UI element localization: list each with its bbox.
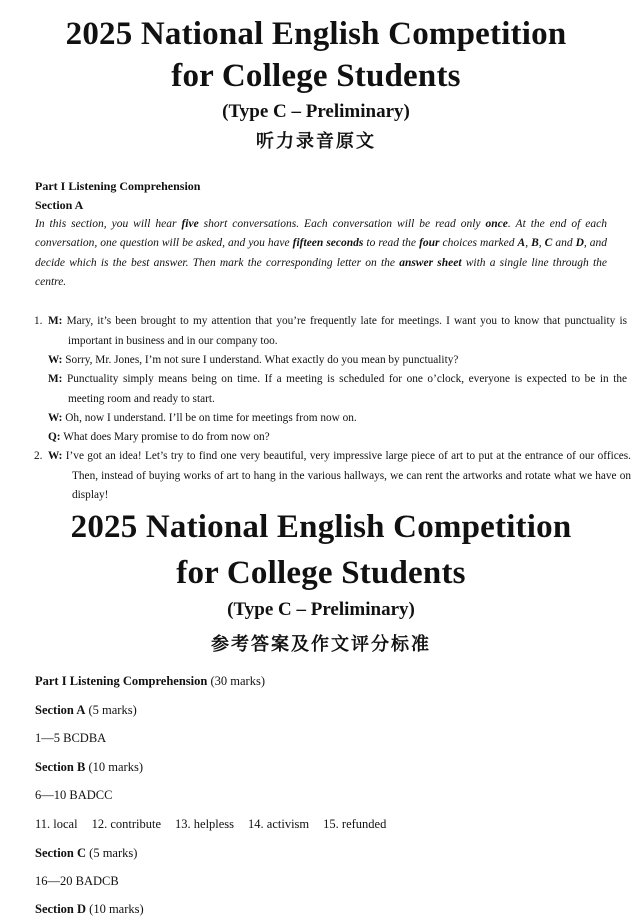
answer-item: 14. activism [248,817,310,831]
section-instructions: In this section, you will hear five short conversations. Each conversation will be read only once. At the end of each conversation, one question will be asked, and you have fifteen seconds to read the four choices marked A, B, C and D, and decide which is the best answer. Then mark the corresponding letter on the answer sheet with a single line through the centre. [35,218,608,289]
doc2-part-heading: Part I Listening Comprehension (30 marks) [35,674,265,688]
doc1-section-heading: Section A [35,198,84,212]
section-b-answers: 6—10 BADCC [35,788,113,802]
dialogue-line: Q: What does Mary promise to do from now on? [48,431,270,443]
section-d-heading: Section D (10 marks) [35,902,144,916]
section-a-heading: Section A (5 marks) [35,703,137,717]
dialogue-line: W: Oh, now I understand. I’ll be on time for meetings from now on. [48,412,357,424]
doc1-subtitle: (Type C – Preliminary) [222,101,410,122]
dialogue-line: M: Punctuality simply means being on time. If a meeting is scheduled for one o’clock, everyone is expected to be in the meeting room and ready to start. [48,373,627,405]
section-c-heading: Section C (5 marks) [35,846,138,860]
section-b-fill-answers [35,816,400,832]
conversation-number: 2. [34,450,43,462]
doc1-title-line1: 2025 National English Competition [65,16,567,52]
dialogue-line: W: I’ve got an idea! Let’s try to find one very beautiful, very impressive large piece of art to put at the entrance of our offices. Then, instead of buying works of art to hang in the various hallways, we can rent the artworks and rotate what we have on display! [48,450,631,502]
answer-item: 11. local [35,817,78,831]
doc2-title-line2: for College Students [176,555,466,591]
doc1-chinese-heading: 听力录音原文 [256,131,376,152]
doc1-title-line2: for College Students [171,58,461,94]
answer-item: 12. contribute [91,817,162,831]
answer-item: 13. helpless [175,817,235,831]
doc1-part-heading: Part I Listening Comprehension [35,179,201,193]
doc2-subtitle: (Type C – Preliminary) [227,599,415,620]
doc2-chinese-heading: 参考答案及作文评分标准 [211,634,431,655]
dialogue-line: M: Mary, it’s been brought to my attention that you’re frequently late for meetings. I want you to know that punctuality is important in business and in our company too. [48,315,627,347]
doc2-title-line1: 2025 National English Competition [70,509,572,545]
section-a-answers: 1—5 BCDBA [35,731,107,745]
section-b-heading: Section B (10 marks) [35,760,143,774]
section-c-answers: 16—20 BADCB [35,874,119,888]
dialogue-line: W: Sorry, Mr. Jones, I’m not sure I understand. What exactly do you mean by punctuality? [48,354,459,366]
answer-item: 15. refunded [323,817,387,831]
conversation-number: 1. [34,315,43,327]
